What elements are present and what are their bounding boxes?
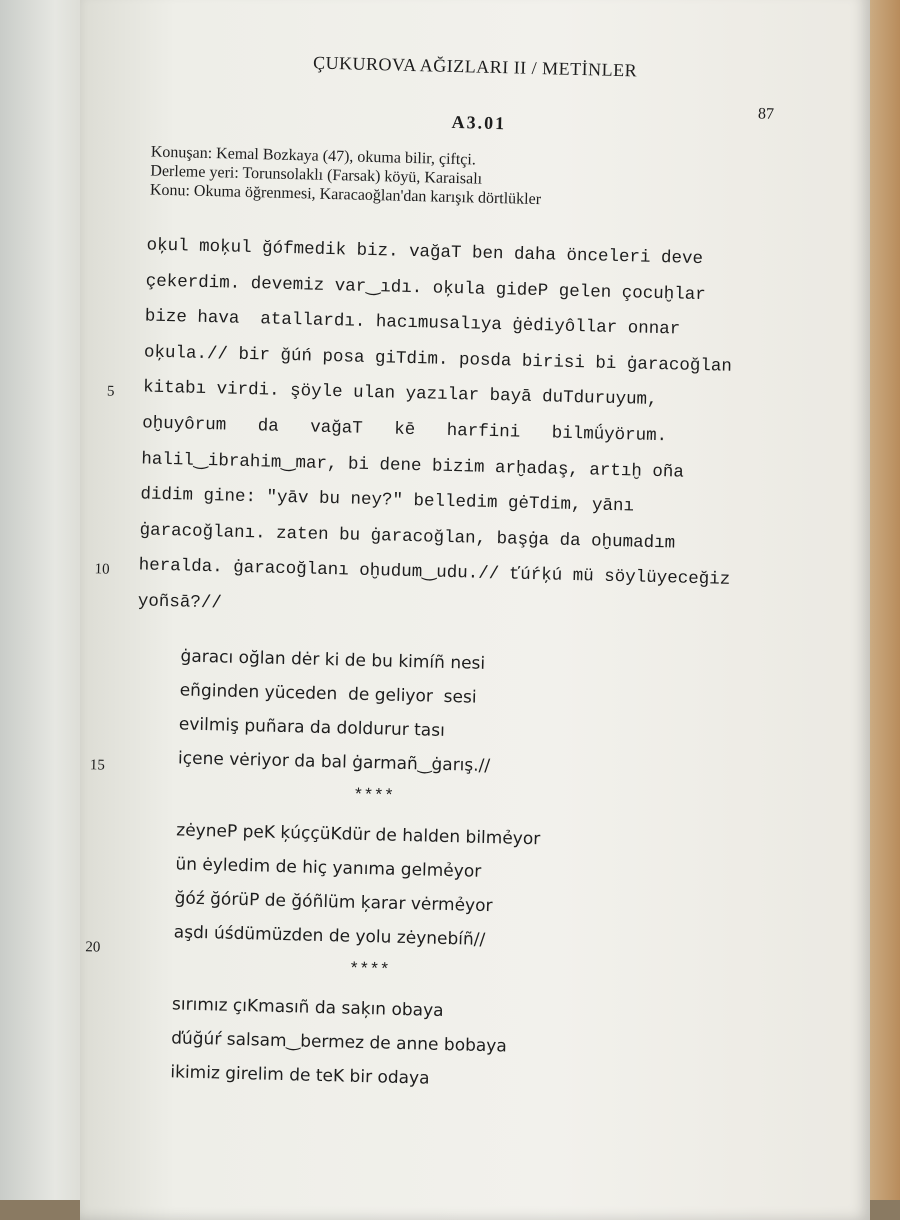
line-number-10: 10 xyxy=(94,561,110,578)
verse-line: ikimiz girelim de teK bir odaya xyxy=(170,1062,430,1089)
prose-line: bize hava atallardı. hacımusalıya ġėdiyôllar onnar xyxy=(144,306,681,340)
verse-line: ďúğúŕ salsam‿bermez de anne bobaya xyxy=(170,1028,508,1057)
verse-line: zėyneP peK ķúççüKdür de halden bilmẻyor xyxy=(176,820,541,850)
meta-topic: Konu: Okuma öğrenmesi, Karacaoğlan'dan karışık dörtlükler xyxy=(149,181,542,209)
prose-transcription xyxy=(137,228,738,634)
line-number-5: 5 xyxy=(106,383,115,400)
stanza-separator: **** xyxy=(348,960,390,981)
prose-line: heralda. ġaracoğlanı oḫudum‿udu.// ťúŕķú mü söylüyeceğiz xyxy=(138,555,731,591)
verse-line: eñginden yüceden de geliyor sesi xyxy=(179,680,477,708)
prose-line: çekerdim. devemiz var‿ıdı. oķula gideP gelen çocuḫlar xyxy=(145,271,706,305)
running-head: ÇUKUROVA AĞIZLARI II / METİNLER xyxy=(312,52,638,81)
prose-line: oķula.// bir ğúń posa giTdim. posda birisi bi ġaracoğlan xyxy=(143,342,733,377)
verse-line: ğóź ğórüP de ğóñlüm ķarar vėrmẻyor xyxy=(174,888,493,917)
prose-line: oḫuyôrum da vağaT kē harfini bilmǘyörum. xyxy=(141,413,668,447)
prose-line: kitabı virdi. şöyle ulan yazılar bayā duTduruyum, xyxy=(142,377,658,411)
verse-line: sırımız çıKmasıñ da saķın obaya xyxy=(171,994,444,1021)
line-number-20: 20 xyxy=(85,939,101,956)
section-id: A3.01 xyxy=(451,111,507,134)
verse-line: ün ėyledim de hiç yanıma gelmẻyor xyxy=(175,854,482,882)
meta-speaker: Konuşan: Kemal Bozkaya (47), okuma bilir, çiftçi. xyxy=(150,143,477,169)
metadata-block xyxy=(150,143,542,210)
stanza-separator: **** xyxy=(352,786,395,807)
prose-line: yoñsā?// xyxy=(137,591,223,614)
verse-block xyxy=(170,639,545,1098)
verse-line: evilmiş puñara da doldurur tası xyxy=(178,714,446,741)
prose-line: oķul moķul ğófmedik biz. vağaT ben daha önceleri deve xyxy=(146,235,704,270)
prose-line: halil‿ibrahim‿mar, bi dene bizim arḫadaş, artıḫ oña xyxy=(141,448,685,483)
verse-line: içene vėriyor da bal ġarmañ‿ġarış.// xyxy=(177,748,491,777)
verse-line: aşdı úśdümüzden de yolu zėynebíñ// xyxy=(173,922,486,950)
page-number: 87 xyxy=(757,105,775,123)
prose-line: ġaracoğlanı. zaten bu ġaracoğlan, başġa da oḫumadım xyxy=(139,520,676,554)
prose-line: didim gine: "yāv bu ney?" belledim gėTdim, yānı xyxy=(140,484,635,517)
line-number-15: 15 xyxy=(89,757,106,774)
verse-line: ġaracı oğlan dėr ki de bu kimíñ nesi xyxy=(180,646,486,674)
meta-location: Derleme yeri: Torunsolaklı (Farsak) köyü, Karaisalı xyxy=(150,162,483,188)
